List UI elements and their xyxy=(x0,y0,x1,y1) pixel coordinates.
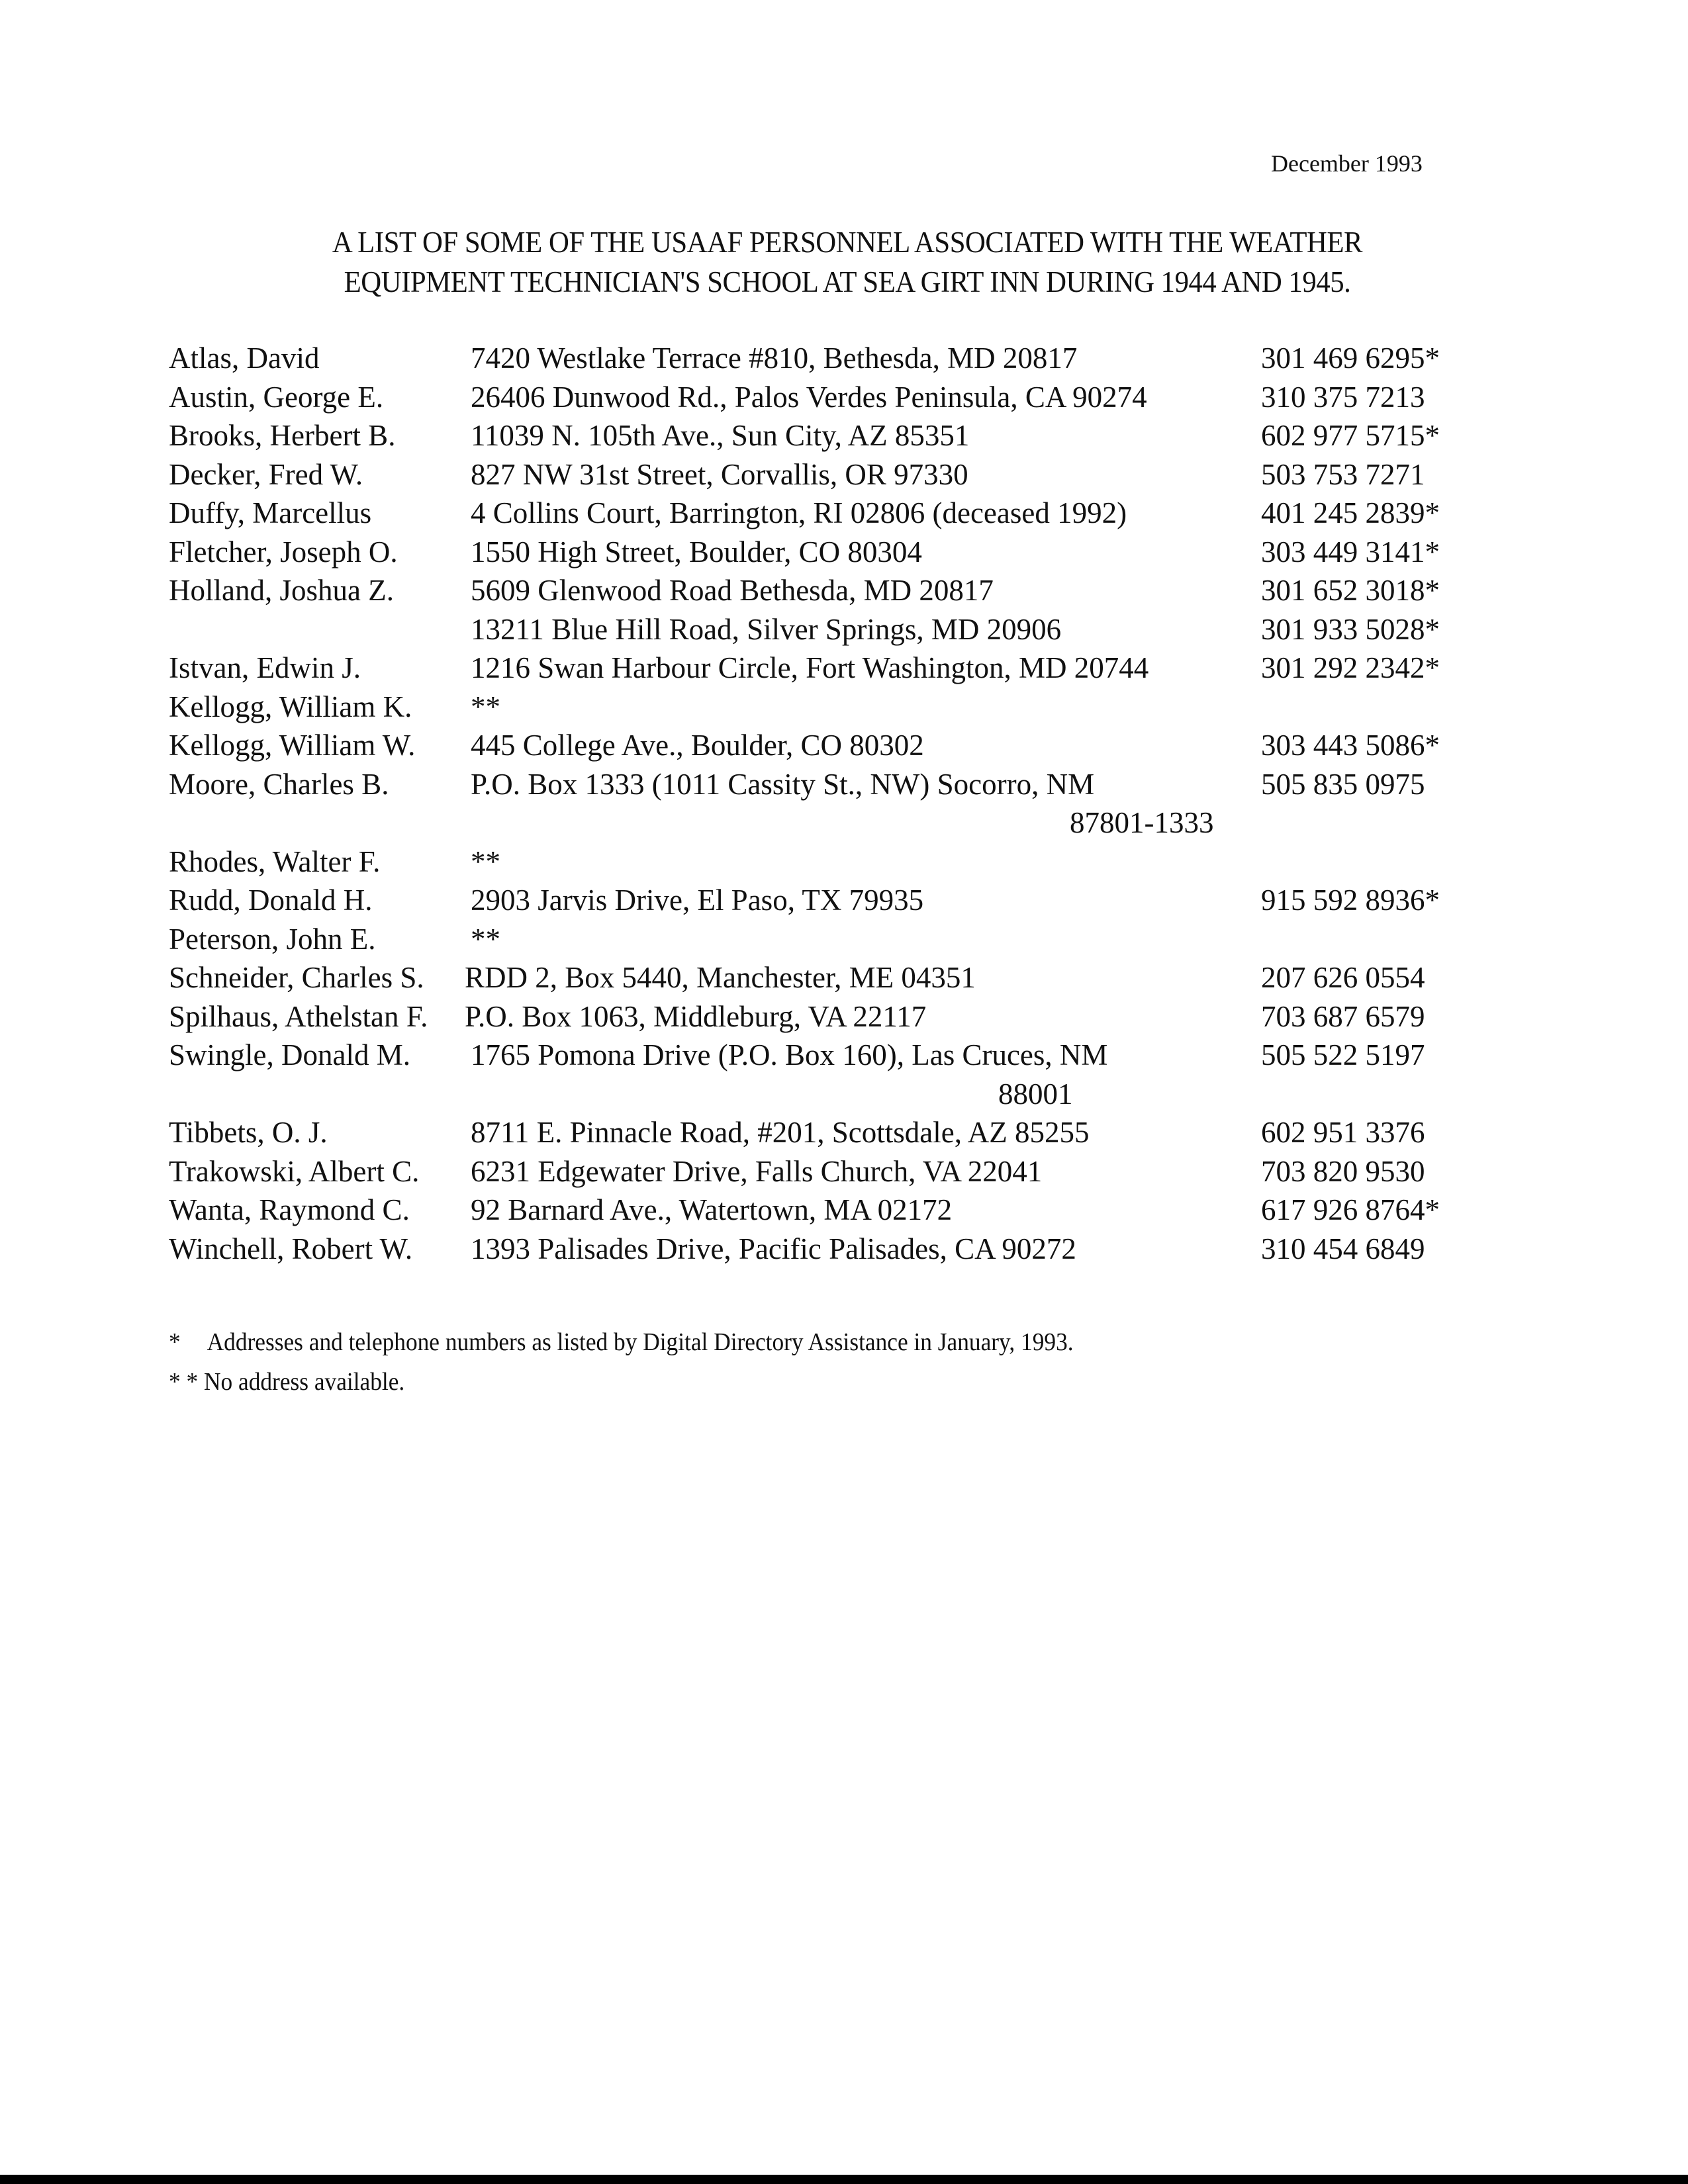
personnel-row xyxy=(169,533,1526,572)
person-phone: 207 626 0554 xyxy=(1261,961,1425,994)
personnel-row xyxy=(169,1113,1526,1152)
person-name: Rudd, Donald H. xyxy=(169,884,373,917)
person-phone: 301 292 2342* xyxy=(1261,651,1440,684)
person-name: Decker, Fred W. xyxy=(169,457,363,491)
personnel-row xyxy=(169,649,1526,688)
person-phone: 301 933 5028* xyxy=(1261,612,1440,646)
personnel-row xyxy=(169,416,1526,455)
person-address: 5609 Glenwood Road Bethesda, MD 20817 xyxy=(471,574,994,607)
document-date: December 1993 xyxy=(1271,150,1423,177)
personnel-row xyxy=(169,1230,1526,1269)
person-address: ** xyxy=(471,922,500,956)
person-address: 92 Barnard Ave., Watertown, MA 02172 xyxy=(471,1193,953,1226)
person-name: Wanta, Raymond C. xyxy=(169,1193,410,1226)
person-phone: 303 443 5086* xyxy=(1261,729,1440,762)
person-address: P.O. Box 1333 (1011 Cassity St., NW) Socorro, NM xyxy=(471,767,1095,801)
person-address: 7420 Westlake Terrace #810, Bethesda, MD 20817 xyxy=(471,341,1078,375)
person-address: 1765 Pomona Drive (P.O. Box 160), Las Cruces, NM xyxy=(471,1038,1108,1071)
person-address: 4 Collins Court, Barrington, RI 02806 (deceased 1992) xyxy=(471,496,1127,529)
person-address-continued: 87801-1333 xyxy=(1070,806,1214,839)
person-phone: 303 449 3141* xyxy=(1261,535,1440,569)
person-phone: 617 926 8764* xyxy=(1261,1193,1440,1226)
person-address: 11039 N. 105th Ave., Sun City, AZ 85351 xyxy=(471,419,970,452)
person-name: Austin, George E. xyxy=(169,380,384,414)
person-phone: 503 753 7271 xyxy=(1261,457,1425,491)
person-phone: 301 469 6295* xyxy=(1261,341,1440,375)
personnel-row xyxy=(169,842,1526,882)
title-line-1: A LIST OF SOME OF THE USAAF PERSONNEL ASSOCIATED WITH THE WEATHER xyxy=(332,226,1363,259)
personnel-row xyxy=(169,765,1526,842)
footnote-text: Addresses and telephone numbers as listed by Digital Directory Assistance in January, 1993. xyxy=(207,1328,1074,1356)
footnote-single-asterisk xyxy=(169,1322,1074,1362)
person-name: Brooks, Herbert B. xyxy=(169,419,396,452)
personnel-row xyxy=(169,378,1526,417)
footnote-mark: * * xyxy=(169,1368,199,1396)
person-name: Holland, Joshua Z. xyxy=(169,574,394,607)
personnel-row xyxy=(169,997,1526,1036)
person-address: 827 NW 31st Street, Corvallis, OR 97330 xyxy=(471,457,968,491)
personnel-row xyxy=(169,881,1526,920)
person-address: 1550 High Street, Boulder, CO 80304 xyxy=(471,535,922,569)
title-line-2: EQUIPMENT TECHNICIAN'S SCHOOL AT SEA GIRT INN DURING 1944 AND 1945. xyxy=(344,265,1351,298)
person-phone: 401 245 2839* xyxy=(1261,496,1440,529)
person-name: Duffy, Marcellus xyxy=(169,496,372,529)
person-name: Istvan, Edwin J. xyxy=(169,651,361,684)
person-phone: 602 951 3376 xyxy=(1261,1116,1425,1149)
person-address: RDD 2, Box 5440, Manchester, ME 04351 xyxy=(465,961,976,994)
personnel-row xyxy=(169,494,1526,533)
personnel-row xyxy=(169,726,1526,765)
person-address-continued: 88001 xyxy=(998,1077,1073,1111)
person-phone: 310 454 6849 xyxy=(1261,1232,1425,1265)
person-address: 8711 E. Pinnacle Road, #201, Scottsdale, AZ 85255 xyxy=(471,1116,1090,1149)
footnote-double-asterisk xyxy=(169,1362,1074,1402)
person-name: Winchell, Robert W. xyxy=(169,1232,413,1265)
personnel-row xyxy=(169,455,1526,494)
person-phone: 703 687 6579 xyxy=(1261,999,1425,1033)
person-address: 26406 Dunwood Rd., Palos Verdes Peninsula, CA 90274 xyxy=(471,380,1147,414)
person-name: Schneider, Charles S. xyxy=(169,961,424,994)
personnel-row xyxy=(169,688,1526,727)
person-address: 13211 Blue Hill Road, Silver Springs, MD 20906 xyxy=(471,612,1062,646)
personnel-row xyxy=(169,1036,1526,1113)
footnotes xyxy=(169,1322,1074,1402)
personnel-row xyxy=(169,958,1526,997)
person-address: 2903 Jarvis Drive, El Paso, TX 79935 xyxy=(471,884,924,917)
person-address: 445 College Ave., Boulder, CO 80302 xyxy=(471,729,924,762)
person-name: Kellogg, William K. xyxy=(169,690,412,723)
person-name: Peterson, John E. xyxy=(169,922,376,956)
person-phone: 301 652 3018* xyxy=(1261,574,1440,607)
footnote-text: No address available. xyxy=(204,1368,405,1396)
scan-edge-bar xyxy=(0,2175,1688,2184)
person-address: ** xyxy=(471,690,500,723)
person-phone: 915 592 8936* xyxy=(1261,884,1440,917)
person-name: Kellogg, William W. xyxy=(169,729,416,762)
person-address: 1393 Palisades Drive, Pacific Palisades, CA 90272 xyxy=(471,1232,1076,1265)
person-phone: 505 835 0975 xyxy=(1261,767,1425,801)
person-phone: 505 522 5197 xyxy=(1261,1038,1425,1071)
person-phone: 602 977 5715* xyxy=(1261,419,1440,452)
footnote-mark: * xyxy=(169,1328,181,1356)
personnel-row xyxy=(169,920,1526,959)
person-name: Trakowski, Albert C. xyxy=(169,1154,420,1188)
personnel-row xyxy=(169,1191,1526,1230)
person-name: Spilhaus, Athelstan F. xyxy=(169,999,428,1033)
person-name: Tibbets, O. J. xyxy=(169,1116,328,1149)
person-name: Moore, Charles B. xyxy=(169,767,389,801)
personnel-row xyxy=(169,610,1526,649)
person-name: Atlas, David xyxy=(169,341,320,375)
person-address: ** xyxy=(471,844,500,878)
person-address: P.O. Box 1063, Middleburg, VA 22117 xyxy=(465,999,927,1033)
personnel-row xyxy=(169,339,1526,378)
person-address: 6231 Edgewater Drive, Falls Church, VA 22041 xyxy=(471,1154,1043,1188)
personnel-row xyxy=(169,1152,1526,1191)
document-title xyxy=(203,222,1492,302)
person-phone: 310 375 7213 xyxy=(1261,380,1425,414)
person-phone: 703 820 9530 xyxy=(1261,1154,1425,1188)
person-name: Swingle, Donald M. xyxy=(169,1038,410,1071)
personnel-list xyxy=(169,339,1526,1268)
person-address: 1216 Swan Harbour Circle, Fort Washington, MD 20744 xyxy=(471,651,1149,684)
personnel-row xyxy=(169,571,1526,610)
person-name: Rhodes, Walter F. xyxy=(169,844,381,878)
person-name: Fletcher, Joseph O. xyxy=(169,535,398,569)
